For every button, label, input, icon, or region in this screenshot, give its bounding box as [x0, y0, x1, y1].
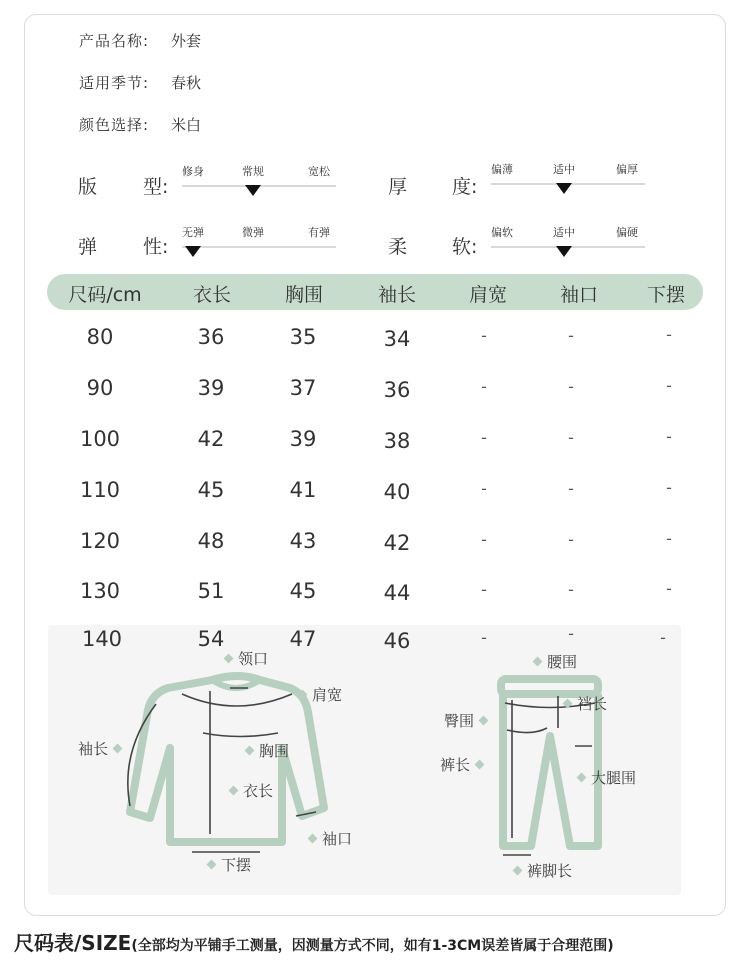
diamond-bullet-icon	[513, 866, 523, 876]
diamond-bullet-icon	[229, 786, 239, 796]
product-name-label: 产品名称:	[79, 32, 150, 50]
thickness-label-a: 厚	[388, 176, 408, 198]
cell-hem: -	[660, 628, 666, 647]
cell-sleeve: 34	[383, 327, 411, 351]
elasticity-option: 有弹	[308, 226, 330, 239]
cell-chest: 45	[289, 579, 317, 603]
softness-option: 偏硬	[616, 226, 638, 239]
cell-hem: -	[666, 478, 672, 497]
color-value: 米白	[171, 116, 202, 134]
size-chart-footer	[14, 927, 614, 956]
header-sleeve: 袖长	[377, 284, 417, 306]
diamond-bullet-icon	[308, 834, 318, 844]
cell-sleeve: 38	[383, 429, 411, 453]
thickness-option: 偏厚	[616, 163, 638, 176]
label-shoulder: 肩宽	[293, 684, 342, 705]
cell-length: 45	[197, 478, 225, 502]
cell-sleeve: 42	[383, 531, 411, 555]
season-label: 适用季节:	[79, 74, 150, 92]
cell-length: 54	[197, 627, 225, 651]
thickness-option: 偏薄	[491, 163, 513, 176]
color-label: 颜色选择:	[79, 116, 150, 134]
measurement-guides	[128, 688, 595, 855]
cell-size: 100	[79, 427, 121, 451]
thickness-option: 适中	[553, 163, 575, 176]
elasticity-label-a: 弹	[78, 236, 98, 258]
diamond-bullet-icon	[563, 699, 573, 709]
cell-size: 140	[81, 627, 123, 651]
cell-cuff: -	[568, 479, 574, 498]
cell-shoulder: -	[481, 428, 487, 447]
cell-cuff: -	[568, 624, 574, 643]
cell-length: 42	[197, 427, 225, 451]
cell-chest: 37	[289, 376, 317, 400]
cell-cuff: -	[568, 580, 574, 599]
label-pants-length: 裤长	[440, 754, 489, 775]
fit-label-b: 型:	[143, 176, 169, 198]
diamond-bullet-icon	[475, 760, 485, 770]
diamond-bullet-icon	[479, 716, 489, 726]
cell-size: 130	[79, 579, 121, 603]
fit-option: 宽松	[308, 165, 330, 178]
cell-chest: 43	[289, 529, 317, 553]
label-length: 衣长	[224, 780, 273, 801]
diamond-bullet-icon	[245, 746, 255, 756]
cell-shoulder: -	[481, 377, 487, 396]
label-leg-opening: 裤脚长	[508, 860, 572, 881]
softness-option: 适中	[553, 226, 575, 239]
cell-size: 80	[86, 325, 114, 349]
header-shoulder: 肩宽	[468, 284, 508, 306]
cell-shoulder: -	[481, 530, 487, 549]
diamond-bullet-icon	[298, 690, 308, 700]
header-hem: 下摆	[646, 284, 686, 306]
cell-hem: -	[666, 427, 672, 446]
elasticity-option: 无弹	[182, 226, 204, 239]
label-hip: 臀围	[444, 710, 493, 731]
diamond-bullet-icon	[577, 773, 587, 783]
elasticity-label-b: 性:	[143, 236, 169, 258]
softness-label-a: 柔	[388, 236, 408, 258]
label-waist: 腰围	[528, 651, 577, 672]
cell-sleeve: 46	[383, 629, 411, 653]
cell-hem: -	[666, 529, 672, 548]
cell-chest: 35	[289, 325, 317, 349]
label-hem: 下摆	[202, 854, 251, 875]
thickness-label-b: 度:	[452, 176, 478, 198]
product-name-value: 外套	[171, 32, 202, 50]
cell-cuff: -	[568, 530, 574, 549]
cell-size: 90	[86, 376, 114, 400]
cell-sleeve: 40	[383, 480, 411, 504]
diamond-bullet-icon	[207, 860, 217, 870]
cell-cuff: -	[568, 326, 574, 345]
cell-sleeve: 36	[383, 378, 411, 402]
diamond-bullet-icon	[113, 744, 123, 754]
label-chest: 胸围	[240, 740, 289, 761]
cell-length: 51	[197, 579, 225, 603]
fit-label-a: 版	[78, 176, 98, 198]
footer-note: (全部均为平铺手工测量，因测量方式不同，如有1-3CM误差皆属于合理范围)	[131, 938, 614, 954]
softness-option: 偏软	[491, 226, 513, 239]
season-value: 春秋	[171, 74, 202, 92]
label-sleeve: 袖长	[78, 738, 127, 759]
cell-shoulder: -	[481, 326, 487, 345]
cell-size: 120	[79, 529, 121, 553]
cell-hem: -	[666, 376, 672, 395]
cell-shoulder: -	[481, 628, 487, 647]
cell-length: 48	[197, 529, 225, 553]
label-rise: 裆长	[558, 693, 607, 714]
elasticity-option: 微弹	[242, 226, 264, 239]
header-size: 尺码/cm	[68, 284, 142, 306]
cell-hem: -	[666, 325, 672, 344]
label-collar: 领口	[219, 648, 268, 669]
label-cuff: 袖口	[303, 828, 352, 849]
softness-label-b: 软:	[452, 236, 478, 258]
cell-cuff: -	[568, 377, 574, 396]
cell-chest: 47	[289, 627, 317, 651]
fit-option: 常规	[242, 165, 264, 178]
header-chest: 胸围	[284, 284, 324, 306]
diamond-bullet-icon	[224, 654, 234, 664]
cell-shoulder: -	[481, 580, 487, 599]
header-length: 衣长	[192, 284, 232, 306]
fit-option: 修身	[182, 165, 204, 178]
diamond-bullet-icon	[533, 657, 543, 667]
cell-shoulder: -	[481, 479, 487, 498]
cell-chest: 39	[289, 427, 317, 451]
cell-chest: 41	[289, 478, 317, 502]
cell-sleeve: 44	[383, 581, 411, 605]
header-cuff: 袖口	[559, 284, 599, 306]
cell-length: 39	[197, 376, 225, 400]
footer-title: 尺码表/SIZE	[14, 931, 132, 955]
cell-size: 110	[79, 478, 121, 502]
cell-cuff: -	[568, 428, 574, 447]
cell-hem: -	[666, 579, 672, 598]
cell-length: 36	[197, 325, 225, 349]
label-thigh: 大腿围	[572, 767, 636, 788]
